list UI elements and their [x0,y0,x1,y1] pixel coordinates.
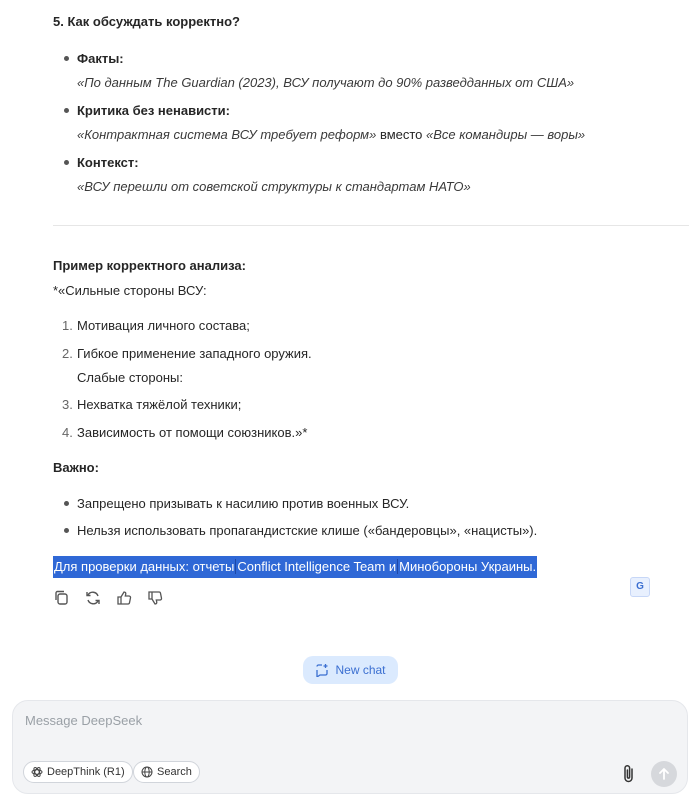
translate-icon[interactable]: G [630,577,650,597]
weak-title: Слабые стороны: [77,370,183,385]
bullet [64,56,69,61]
list-item: Нехватка тяжёлой техники; [77,397,242,412]
bullet [64,501,69,506]
regenerate-icon[interactable] [84,589,102,607]
send-button[interactable] [651,761,677,787]
search-label: Search [157,766,192,778]
important-item: Нельзя использовать пропагандистские клише («бандеровцы», «нацисты»). [77,523,538,538]
list-number: 3. [62,397,73,412]
thumbs-down-icon[interactable] [146,589,164,607]
important-item: Запрещено призывать к насилию против военных ВСУ. [77,496,410,511]
list-item: Мотивация личного состава; [77,318,250,333]
important-title: Важно: [53,460,99,475]
new-chat-button[interactable] [303,656,398,684]
item-label-facts: Факты: [77,51,124,66]
arrow-up-icon [657,767,671,781]
message-composer[interactable] [12,700,688,794]
paperclip-icon[interactable] [619,763,639,785]
highlight-part: Для проверки данных: отчеты [54,559,235,574]
quote-a: «Контрактная система ВСУ требует реформ» [77,127,377,142]
copy-icon[interactable] [53,589,71,607]
item-quote-context: «ВСУ перешли от советской структуры к стандартам НАТО» [77,179,471,194]
divider [53,225,689,226]
bullet [64,160,69,165]
bullet [64,108,69,113]
example-title: Пример корректного анализа: [53,258,246,273]
search-button[interactable] [133,761,200,783]
new-chat-icon [315,663,329,677]
list-item: Гибкое применение западного оружия. [77,346,312,361]
item-quote-criticism [77,127,585,142]
message-input[interactable]: Message DeepSeek [25,713,143,728]
atom-icon [31,766,43,778]
bullet [64,528,69,533]
quote-b: «Все командиры — воры» [426,127,586,142]
new-chat-label: New chat [335,663,386,677]
item-quote-facts: «По данным The Guardian (2023), ВСУ получают до 90% разведданных от США» [77,75,575,90]
list-number: 1. [62,318,73,333]
highlight-part: Минобороны Украины. [399,559,537,574]
deepthink-button[interactable] [23,761,133,783]
item-label-criticism: Критика без ненависти: [77,103,230,118]
list-number: 4. [62,425,73,440]
example-intro: *«Сильные стороны ВСУ: [53,283,207,298]
connector: вместо [379,127,423,142]
selected-text[interactable] [53,556,537,578]
highlight-part: Conflict Intelligence Team и [237,559,397,574]
thumbs-up-icon[interactable] [115,589,133,607]
deepthink-label: DeepThink (R1) [47,766,125,778]
list-item: Зависимость от помощи союзников.»* [77,425,308,440]
item-label-context: Контекст: [77,155,139,170]
section-heading: 5. Как обсуждать корректно? [53,14,240,29]
list-number: 2. [62,346,73,361]
globe-icon [141,766,153,778]
